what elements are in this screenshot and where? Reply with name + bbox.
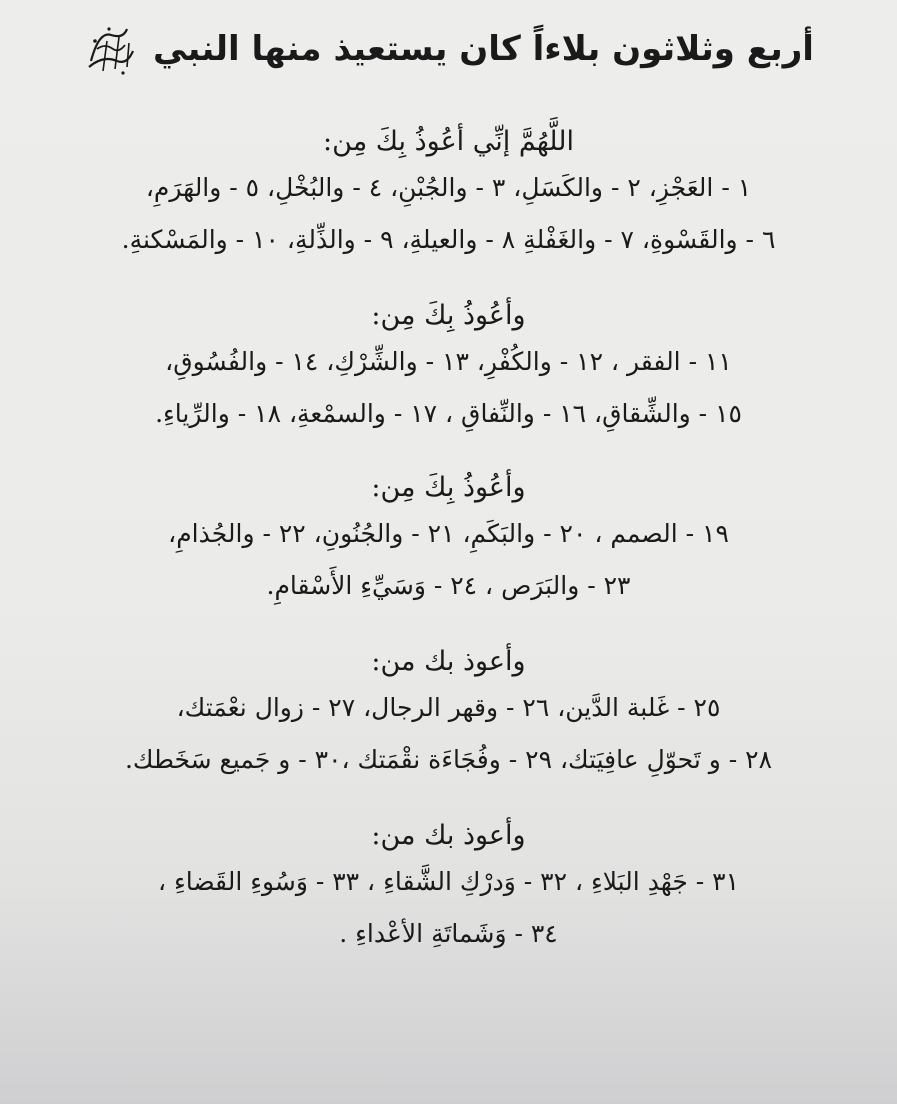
title-row — [40, 14, 857, 84]
text-line: ١٩ - الصمم ، ٢٠ - والبَكَمِ، ٢١ - والجُنُونِ، ٢٢ - والجُذامِ، — [168, 519, 729, 548]
section-2 — [40, 296, 857, 440]
section-heading: اللَّهُمَّ إنِّي أعُوذُ بِكَ مِن: — [323, 126, 574, 157]
section-heading: وأعوذ بك من: — [371, 820, 526, 851]
section-1 — [40, 122, 857, 266]
text-line: ٢٨ - و تَحوّلِ عافِيَتك، ٢٩ - وفُجَاءَة نقْمَتك ،٣٠ - و جَميع سَخَطك. — [124, 745, 772, 774]
section-5 — [40, 816, 857, 960]
page-title: أربع وثلاثون بلاءاً كان يستعيذ منها النبي — [153, 29, 814, 69]
text-line: ١١ - الفقر ، ١٢ - والكُفْرِ، ١٣ - والشِّرْكِ، ١٤ - والفُسُوقِ، — [165, 347, 732, 376]
text-line: ٦ - والقَسْوةِ، ٧ - والغَفْلةِ ٨ - والعيلةِ، ٩ - والذِّلةِ، ١٠ - والمَسْكنةِ. — [121, 225, 776, 254]
section-4 — [40, 642, 857, 786]
section-heading: وأعوذ بك من: — [371, 646, 526, 677]
section-3 — [40, 468, 857, 612]
section-heading: وأعُوذُ بِكَ مِن: — [371, 300, 526, 331]
text-line: ١ - العَجْزِ، ٢ - والكَسَلِ، ٣ - والجُبْنِ، ٤ - والبُخْلِ، ٥ - والهَرَمِ، — [145, 173, 752, 202]
text-line: ٣١ - جَهْدِ البَلاءِ ، ٣٢ - وَدرْكِ الشَّقاءِ ، ٣٣ - وَسُوءِ القَضاءِ ، — [157, 867, 739, 896]
text-line: ٣٤ - وَشَماتَةِ الأعْداءِ . — [339, 919, 558, 948]
text-line: ٢٣ - والبَرَص ، ٢٤ - وَسَيِّءِ الأَسْقامِ. — [266, 571, 631, 600]
text-line: ١٥ - والشِّقاقِ، ١٦ - والنِّفاقِ ، ١٧ - والسمْعةِ، ١٨ - والرِّياءِ. — [155, 399, 742, 428]
text-line: ٢٥ - غَلبة الدَّين، ٢٦ - وقهر الرجال، ٢٧ - زوال نعْمَتك، — [176, 693, 721, 722]
salawat-seal-icon — [83, 21, 139, 77]
section-heading: وأعُوذُ بِكَ مِن: — [371, 472, 526, 503]
